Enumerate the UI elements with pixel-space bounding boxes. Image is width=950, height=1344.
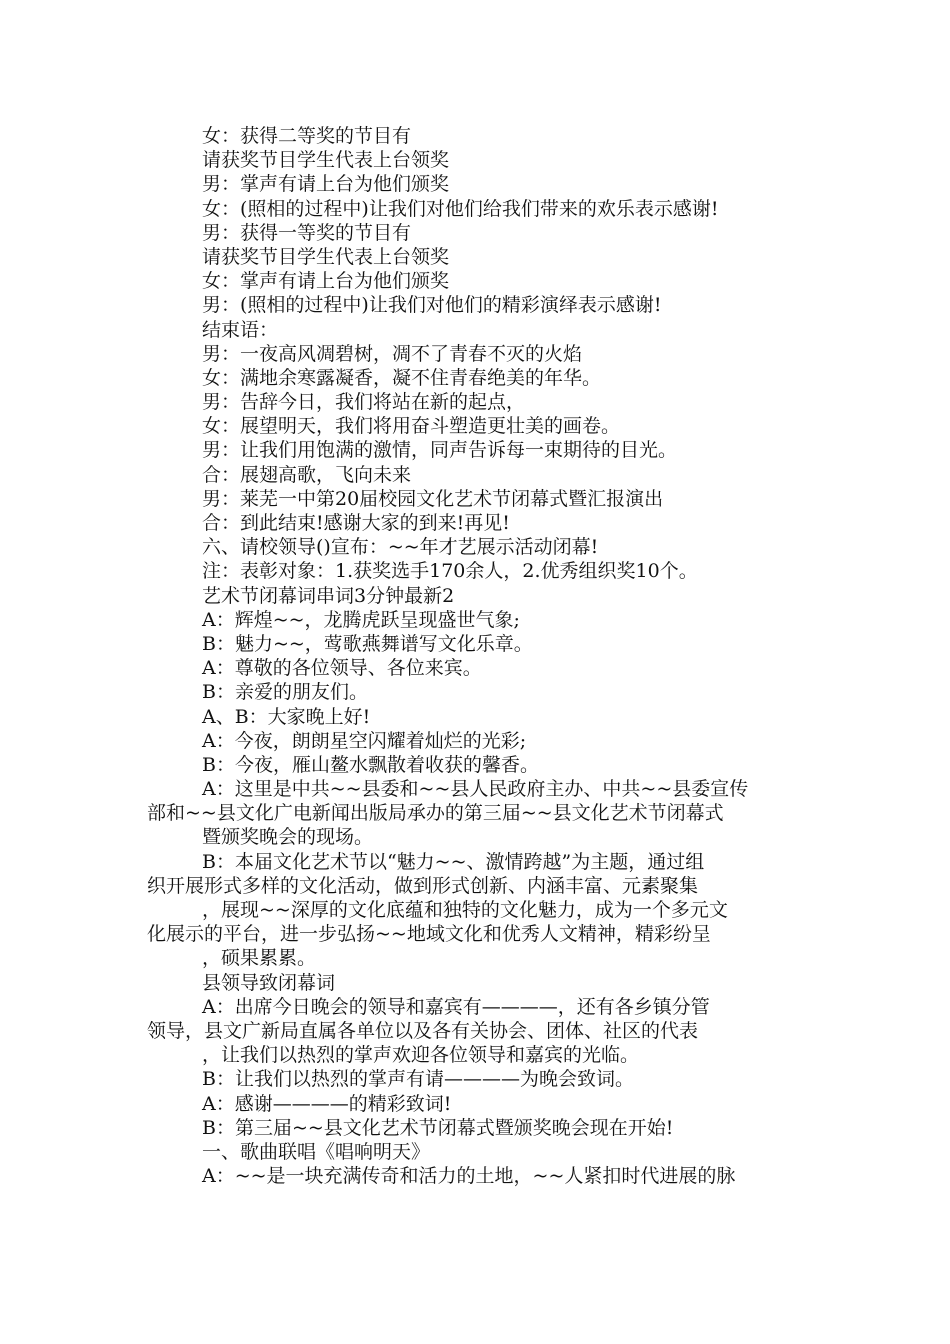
text-line: 男：莱芜一中第20届校园文化艺术节闭幕式暨汇报演出 xyxy=(202,487,664,510)
text-line: 女：满地余寒露凝香，凝不住青春绝美的年华。 xyxy=(202,366,602,389)
text-line: 六、请校领导()宣布：~~年才艺展示活动闭幕! xyxy=(202,536,599,559)
text-line: 女：掌声有请上台为他们颁奖 xyxy=(202,270,450,293)
text-line: B：魅力~~，莺歌燕舞谱写文化乐章。 xyxy=(202,632,533,655)
text-line: 县领导致闭幕词 xyxy=(202,971,336,994)
text-line: 女：展望明天，我们将用奋斗塑造更壮美的画卷。 xyxy=(202,415,621,438)
text-line: A：尊敬的各位领导、各位来宾。 xyxy=(202,657,482,680)
text-line: A：~~是一块充满传奇和活力的土地，~~人紧扣时代进展的脉 xyxy=(202,1165,736,1188)
text-line: 合：展翅高歌，飞向未来 xyxy=(202,463,412,486)
text-line: 男：(照相的过程中)让我们对他们的精彩演绎表示感谢! xyxy=(202,294,662,317)
text-line: 男：一夜高风凋碧树，凋不了青春不灭的火焰 xyxy=(202,342,583,365)
text-line: B：亲爱的朋友们。 xyxy=(202,681,368,704)
text-line: 男：告辞今日，我们将站在新的起点， xyxy=(202,391,526,414)
text-line: ，让我们以热烈的掌声欢迎各位领导和嘉宾的光临。 xyxy=(202,1044,640,1067)
text-line: 领导，县文广新局直属各单位以及各有关协会、团体、社区的代表 xyxy=(147,1019,699,1042)
document-body xyxy=(147,124,813,1188)
text-line: 部和~~县文化广电新闻出版局承办的第三届~~县文化艺术节闭幕式 xyxy=(147,802,724,825)
text-line: 男：获得一等奖的节目有 xyxy=(202,221,412,244)
text-line: 艺术节闭幕词串词3分钟最新2 xyxy=(202,584,455,607)
text-line: A：出席今日晚会的领导和嘉宾有————，还有各乡镇分管 xyxy=(202,995,710,1018)
text-line: 男：让我们用饱满的激情，同声告诉每一束期待的目光。 xyxy=(202,439,678,462)
text-line: 男：掌声有请上台为他们颁奖 xyxy=(202,173,450,196)
text-line: 女：获得二等奖的节目有 xyxy=(202,125,412,147)
text-line: 一、歌曲联唱《唱响明天》 xyxy=(202,1140,431,1163)
text-line: A：感谢————的精彩致词! xyxy=(202,1092,452,1115)
text-line: 暨颁奖晚会的现场。 xyxy=(202,826,374,849)
text-line: A：这里是中共~~县委和~~县人民政府主办、中共~~县委宣传 xyxy=(202,778,749,801)
text-line: B：今夜，雁山鳌水飘散着收获的馨香。 xyxy=(202,753,539,776)
text-line: B：让我们以热烈的掌声有请————为晚会致词。 xyxy=(202,1068,634,1091)
text-line: 请获奖节目学生代表上台领奖 xyxy=(202,245,450,268)
text-line: B：第三届~~县文化艺术节闭幕式暨颁奖晚会现在开始! xyxy=(202,1116,674,1139)
text-line: ，硕果累累。 xyxy=(202,947,317,970)
text-line: ，展现~~深厚的文化底蕴和独特的文化魅力，成为一个多元文 xyxy=(202,899,728,921)
text-line: A、B：大家晚上好! xyxy=(202,705,371,728)
text-line: 合：到此结束!感谢大家的到来!再见! xyxy=(202,512,510,534)
text-line: A：今夜，朗朗星空闪耀着灿烂的光彩; xyxy=(202,729,527,752)
text-line: 化展示的平台，进一步弘扬~~地域文化和优秀人文精神，精彩纷呈 xyxy=(147,923,711,946)
text-line: 结束语： xyxy=(202,318,279,341)
text-line: 注：表彰对象：1.获奖选手170余人，2.优秀组织奖10个。 xyxy=(202,560,698,583)
text-line: B：本届文化艺术节以“魅力~~、激情跨越”为主题，通过组 xyxy=(202,850,705,873)
text-line: 女：(照相的过程中)让我们对他们给我们带来的欢乐表示感谢! xyxy=(202,197,719,220)
text-line: 请获奖节目学生代表上台领奖 xyxy=(202,149,450,172)
text-line: A：辉煌~~，龙腾虎跃呈现盛世气象; xyxy=(202,608,520,631)
text-line: 织开展形式多样的文化活动，做到形式创新、内涵丰富、元素聚集 xyxy=(147,874,699,897)
